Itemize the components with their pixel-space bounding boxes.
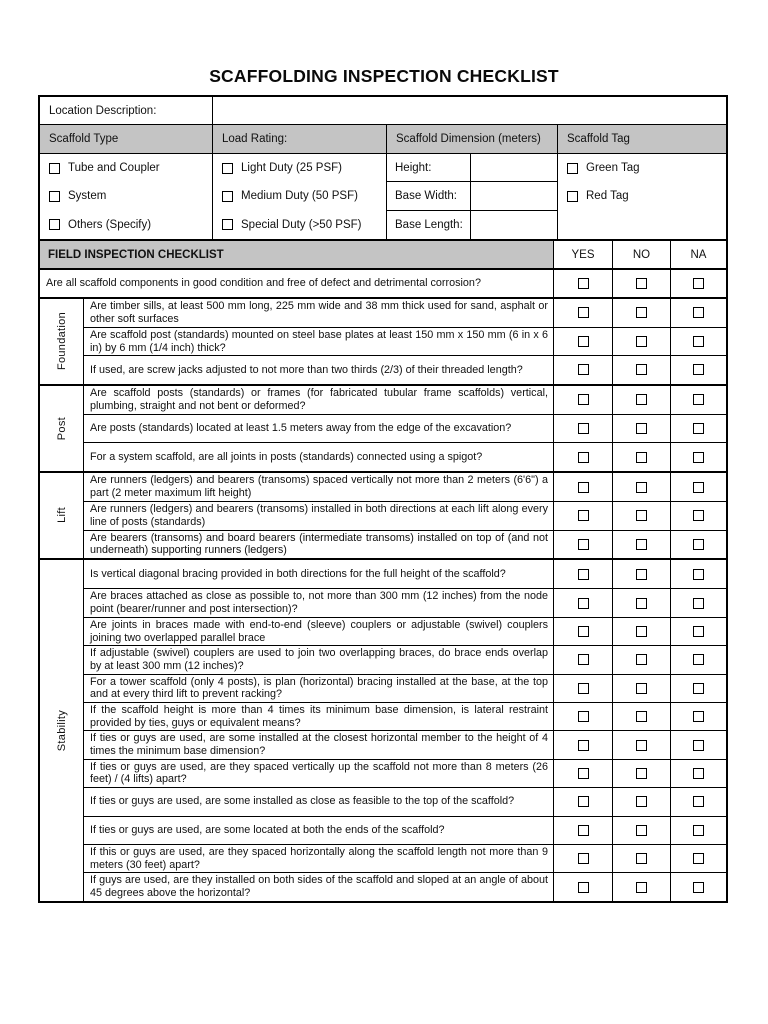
scaffold-type-header: Scaffold Type: [40, 125, 213, 153]
no-cell: [612, 731, 670, 758]
yes-checkbox[interactable]: [578, 539, 589, 550]
yes-cell: [554, 703, 612, 730]
yes-checkbox[interactable]: [578, 654, 589, 665]
question-text: [84, 415, 554, 442]
no-checkbox[interactable]: [636, 510, 647, 521]
info-body-row: [40, 154, 726, 239]
no-checkbox[interactable]: [636, 482, 647, 493]
no-cell: [612, 270, 670, 297]
no-cell: [612, 386, 670, 414]
yes-cell: [554, 618, 612, 645]
question-text-span: If this or guys are used, are they spaced horizontally along the scaffold length not more than 9 meters (30 feet) apart?: [90, 845, 548, 871]
yes-cell: [554, 560, 612, 588]
no-cell: [612, 560, 670, 588]
checklist-row: [84, 730, 726, 758]
question-text: [84, 443, 554, 470]
scaffold-tag-header: Scaffold Tag: [558, 125, 726, 153]
base-length-value-field[interactable]: [471, 211, 557, 239]
option-light-duty-25-psf: [213, 154, 386, 182]
option-label: Special Duty (>50 PSF): [241, 218, 362, 231]
checklist-row: [84, 702, 726, 730]
checklist-row: [84, 816, 726, 844]
na-cell: [670, 270, 726, 297]
question-text: [84, 731, 554, 758]
na-checkbox[interactable]: [693, 796, 704, 807]
no-checkbox[interactable]: [636, 825, 647, 836]
inspection-form: [38, 95, 728, 903]
checklist-row: [84, 617, 726, 645]
question-text-span: If adjustable (swivel) couplers are used to join two overlapping braces, do brace ends overlap by at least 300 mm (12 inches)?: [90, 647, 548, 672]
checklist-row: [84, 501, 726, 529]
na-cell: [670, 299, 726, 327]
na-cell: [670, 873, 726, 900]
na-cell: [670, 443, 726, 470]
question-text-span: If ties or guys are used, are some installed at the closest horizontal member to the height of 4 times the minimum base dimension?: [90, 732, 548, 758]
na-checkbox[interactable]: [693, 307, 704, 318]
question-text-span: Is vertical diagonal bracing provided in both directions for the full height of the scaffold?: [90, 567, 506, 580]
yes-cell: [554, 328, 612, 355]
option-system: [40, 182, 212, 210]
question-text: [84, 328, 554, 355]
question-text: [84, 703, 554, 730]
location-value-field[interactable]: [213, 97, 726, 124]
option-label: Tube and Coupler: [68, 162, 160, 175]
yes-cell: [554, 760, 612, 787]
dimension-label: Height:: [387, 154, 471, 182]
scaffold-dimension-header: Scaffold Dimension (meters): [387, 125, 558, 153]
checklist-row: [84, 560, 726, 588]
height-value-field[interactable]: [471, 154, 557, 182]
na-cell: [670, 415, 726, 442]
yes-checkbox[interactable]: [578, 569, 589, 580]
na-checkbox[interactable]: [693, 740, 704, 751]
medium-duty-50-psf-checkbox[interactable]: [222, 191, 233, 202]
question-text-span: For a tower scaffold (only 4 posts), is plan (horizontal) bracing installed at the base, at the top and at every third lift to prevent racking?: [90, 675, 548, 701]
yes-cell: [554, 646, 612, 673]
yes-checkbox[interactable]: [578, 510, 589, 521]
na-checkbox[interactable]: [693, 539, 704, 550]
question-text: [84, 817, 554, 844]
checklist-row: [84, 327, 726, 355]
checklist-row: [84, 759, 726, 787]
option-medium-duty-50-psf: [213, 182, 386, 210]
page-title: SCAFFOLDING INSPECTION CHECKLIST: [209, 66, 559, 86]
question-text-span: Are all scaffold components in good condition and free of defect and detrimental corrosion?: [46, 276, 481, 289]
na-checkbox[interactable]: [693, 394, 704, 405]
checklist-row: [84, 645, 726, 673]
no-cell: [612, 589, 670, 616]
section-label: Foundation: [55, 312, 68, 371]
na-cell: [670, 502, 726, 529]
yes-cell: [554, 788, 612, 815]
red-tag-checkbox[interactable]: [567, 191, 578, 202]
na-checkbox[interactable]: [693, 598, 704, 609]
no-checkbox[interactable]: [636, 598, 647, 609]
question-text-span: Are runners (ledgers) and bearers (transoms) installed in both directions at each lift along every line of posts (standards): [90, 503, 548, 528]
question-text: [84, 788, 554, 815]
na-cell: [670, 589, 726, 616]
yes-cell: [554, 443, 612, 470]
option-special-duty-50-psf: [213, 211, 386, 239]
yes-cell: [554, 415, 612, 442]
section-label-cell: [40, 386, 84, 471]
no-cell: [612, 817, 670, 844]
checklist-row: [84, 442, 726, 470]
checklist-row: [84, 299, 726, 327]
no-checkbox[interactable]: [636, 278, 647, 289]
question-text-span: If ties or guys are used, are some located at both the ends of the scaffold?: [90, 823, 445, 836]
question-text-span: Are scaffold posts (standards) or frames (for fabricated tubular frame scaffolds) vertical, plumbing, straight and not bent or deformed?: [90, 387, 548, 412]
yes-cell: [554, 473, 612, 501]
checklist-sections: [40, 297, 726, 901]
question-text-span: If ties or guys are used, are some installed as close as feasible to the top of the scaffold?: [90, 795, 515, 808]
question-text: [84, 675, 554, 702]
no-cell: [612, 299, 670, 327]
yes-checkbox[interactable]: [578, 853, 589, 864]
no-cell: [612, 356, 670, 383]
yes-checkbox[interactable]: [578, 598, 589, 609]
yes-checkbox[interactable]: [578, 482, 589, 493]
yes-cell: [554, 731, 612, 758]
no-checkbox[interactable]: [636, 796, 647, 807]
checklist-row: [84, 674, 726, 702]
no-cell: [612, 845, 670, 872]
yes-cell: [554, 299, 612, 327]
na-checkbox[interactable]: [693, 711, 704, 722]
na-checkbox[interactable]: [693, 654, 704, 665]
yes-cell: [554, 873, 612, 900]
dimension-label: Base Length:: [387, 211, 471, 239]
no-cell: [612, 502, 670, 529]
checklist-row: [84, 414, 726, 442]
info-header-row: [40, 124, 726, 154]
no-cell: [612, 328, 670, 355]
na-cell: [670, 731, 726, 758]
section-label: Lift: [55, 507, 68, 524]
na-cell: [670, 560, 726, 588]
na-cell: [670, 473, 726, 501]
na-cell: [670, 328, 726, 355]
location-row: [40, 97, 726, 124]
no-cell: [612, 618, 670, 645]
yes-cell: [554, 386, 612, 414]
yes-checkbox[interactable]: [578, 711, 589, 722]
checklist-row: [84, 355, 726, 383]
section-label-cell: [40, 473, 84, 558]
no-cell: [612, 788, 670, 815]
no-cell: [612, 473, 670, 501]
option-label: Others (Specify): [68, 218, 152, 231]
yes-checkbox[interactable]: [578, 307, 589, 318]
option-label: Red Tag: [586, 190, 629, 203]
no-cell: [612, 703, 670, 730]
question-text-span: Are scaffold post (standards) mounted on steel base plates at least 150 mm x 150 mm (6 in x 6 in) by 6 mm (1/4 inch) thick?: [90, 328, 548, 354]
no-cell: [612, 646, 670, 673]
yes-column-header: YES: [571, 248, 595, 261]
question-text-span: Are joints in braces made with end-to-end (sleeve) couplers or adjustable (swivel) couplers joining two overlapped parallel brace: [90, 618, 548, 644]
na-cell: [670, 760, 726, 787]
question-text: [84, 386, 554, 414]
checklist-row: [84, 473, 726, 501]
question-text: [84, 646, 554, 673]
section-rows: [84, 560, 726, 901]
yes-checkbox[interactable]: [578, 768, 589, 779]
location-label: Location Description:: [40, 97, 213, 124]
option-red-tag: [558, 182, 726, 210]
na-cell: [670, 356, 726, 383]
yes-checkbox[interactable]: [578, 452, 589, 463]
scaffold-tag-options: [558, 154, 726, 239]
no-cell: [612, 675, 670, 702]
checklist-row: [84, 787, 726, 815]
yes-checkbox[interactable]: [578, 825, 589, 836]
yes-checkbox[interactable]: [578, 278, 589, 289]
question-text: [84, 299, 554, 327]
na-checkbox[interactable]: [693, 423, 704, 434]
na-checkbox[interactable]: [693, 510, 704, 521]
na-checkbox[interactable]: [693, 482, 704, 493]
checklist-header-title: FIELD INSPECTION CHECKLIST: [40, 241, 554, 268]
question-text: [84, 531, 554, 558]
na-checkbox[interactable]: [693, 278, 704, 289]
no-cell: [612, 415, 670, 442]
na-cell: [670, 646, 726, 673]
question-text: [84, 589, 554, 616]
section-label-cell: [40, 299, 84, 384]
na-cell: [670, 675, 726, 702]
checklist-row: [40, 268, 726, 297]
special-duty-50-psf-checkbox[interactable]: [222, 219, 233, 230]
yes-checkbox[interactable]: [578, 740, 589, 751]
yes-checkbox[interactable]: [578, 626, 589, 637]
question-text-span: If used, are screw jacks adjusted to not more than two thirds (2/3) of their threaded length?: [90, 363, 523, 376]
base-width-value-field[interactable]: [471, 182, 557, 210]
no-checkbox[interactable]: [636, 626, 647, 637]
na-checkbox[interactable]: [693, 336, 704, 347]
na-cell: [670, 531, 726, 558]
yes-checkbox[interactable]: [578, 683, 589, 694]
na-cell: [670, 845, 726, 872]
na-cell: [670, 788, 726, 815]
na-checkbox[interactable]: [693, 853, 704, 864]
section-foundation: [40, 297, 726, 384]
question-text: [40, 270, 554, 297]
yes-cell: [554, 817, 612, 844]
checklist-header-row: [40, 239, 726, 268]
others-specify-checkbox[interactable]: [49, 219, 60, 230]
dimension-label: Base Width:: [387, 182, 471, 210]
yes-checkbox[interactable]: [578, 882, 589, 893]
option-tube-and-coupler: [40, 154, 212, 182]
no-cell: [612, 531, 670, 558]
question-text-span: If guys are used, are they installed on both sides of the scaffold and sloped at an angle of about 45 degrees above the horizontal?: [90, 874, 548, 900]
question-text: [84, 618, 554, 645]
question-text-span: If ties or guys are used, are they spaced vertically up the scaffold not more than 8 meters (26 feet) / (4 lifts) apart?: [90, 760, 548, 786]
no-cell: [612, 760, 670, 787]
dimension-grid: [387, 154, 557, 239]
yes-cell: [554, 270, 612, 297]
scaffold-dimension-cell: [387, 154, 558, 239]
question-text: [84, 356, 554, 383]
question-text-span: If the scaffold height is more than 4 times its minimum base dimension, is lateral restraint provided by ties, guys or equivalent means?: [90, 703, 548, 729]
na-cell: [670, 703, 726, 730]
yes-cell: [554, 502, 612, 529]
yes-checkbox[interactable]: [578, 336, 589, 347]
na-checkbox[interactable]: [693, 452, 704, 463]
no-checkbox[interactable]: [636, 394, 647, 405]
no-checkbox[interactable]: [636, 423, 647, 434]
checklist-row: [84, 386, 726, 414]
load-rating-options: [213, 154, 387, 239]
checklist-row: [84, 872, 726, 900]
no-checkbox[interactable]: [636, 768, 647, 779]
na-cell: [670, 817, 726, 844]
tube-and-coupler-checkbox[interactable]: [49, 163, 60, 174]
no-checkbox[interactable]: [636, 569, 647, 580]
na-cell: [670, 618, 726, 645]
no-checkbox[interactable]: [636, 364, 647, 375]
section-rows: [84, 386, 726, 471]
yes-cell: [554, 356, 612, 383]
yes-cell: [554, 675, 612, 702]
question-text: [84, 845, 554, 872]
question-text-span: Are braces attached as close as possible to, not more than 300 mm (12 inches) from the node point (bearer/runner and post intersection)?: [90, 590, 548, 616]
section-label-cell: [40, 560, 84, 901]
question-text: [84, 502, 554, 529]
na-column-header: NA: [670, 241, 726, 268]
option-label: System: [68, 190, 107, 203]
yes-cell: [554, 589, 612, 616]
checklist-row: [84, 588, 726, 616]
question-text: [84, 560, 554, 588]
yes-cell: [554, 845, 612, 872]
option-label: Light Duty (25 PSF): [241, 162, 342, 175]
na-checkbox[interactable]: [693, 768, 704, 779]
no-cell: [612, 443, 670, 470]
na-checkbox[interactable]: [693, 683, 704, 694]
no-checkbox[interactable]: [636, 853, 647, 864]
question-text: [84, 473, 554, 501]
na-checkbox[interactable]: [693, 364, 704, 375]
checklist-row: [84, 530, 726, 558]
question-text-span: Are bearers (transoms) and board bearers (intermediate transoms) installed on top of (and not underneath) supporting runners (ledgers): [90, 531, 548, 557]
yes-cell: [554, 531, 612, 558]
question-text-span: For a system scaffold, are all joints in posts (standards) connected using a spigot?: [90, 450, 483, 463]
option-others-specify: [40, 211, 212, 239]
no-checkbox[interactable]: [636, 539, 647, 550]
yes-checkbox[interactable]: [578, 796, 589, 807]
yes-checkbox[interactable]: [578, 364, 589, 375]
no-checkbox[interactable]: [636, 336, 647, 347]
scaffold-type-options: [40, 154, 213, 239]
section-label: Stability: [55, 709, 68, 751]
load-rating-header: Load Rating:: [213, 125, 387, 153]
na-checkbox[interactable]: [693, 569, 704, 580]
option-label: Green Tag: [586, 162, 640, 175]
system-checkbox[interactable]: [49, 191, 60, 202]
no-checkbox[interactable]: [636, 711, 647, 722]
checklist-row: [84, 844, 726, 872]
light-duty-25-psf-checkbox[interactable]: [222, 163, 233, 174]
question-text: [84, 873, 554, 900]
section-rows: [84, 299, 726, 384]
option-green-tag: [558, 154, 726, 182]
section-label: Post: [55, 416, 68, 440]
no-checkbox[interactable]: [636, 452, 647, 463]
na-checkbox[interactable]: [693, 825, 704, 836]
question-text-span: Are timber sills, at least 500 mm long, 225 mm wide and 38 mm thick used for sand, asphalt or other soft surfaces: [90, 299, 548, 325]
option-label: Medium Duty (50 PSF): [241, 190, 358, 203]
no-checkbox[interactable]: [636, 654, 647, 665]
yes-checkbox[interactable]: [578, 423, 589, 434]
section-post: [40, 384, 726, 471]
na-cell: [670, 386, 726, 414]
section-lift: [40, 471, 726, 558]
yes-checkbox[interactable]: [578, 394, 589, 405]
section-stability: [40, 558, 726, 901]
no-checkbox[interactable]: [636, 882, 647, 893]
no-cell: [612, 873, 670, 900]
green-tag-checkbox[interactable]: [567, 163, 578, 174]
no-checkbox[interactable]: [636, 683, 647, 694]
question-text-span: Are runners (ledgers) and bearers (transoms) spaced vertically not more than 2 meters (6'6") a part (2 meter maximum lift height): [90, 474, 548, 500]
na-checkbox[interactable]: [693, 882, 704, 893]
no-checkbox[interactable]: [636, 740, 647, 751]
section-rows: [84, 473, 726, 558]
no-column-header: NO: [612, 241, 670, 268]
no-checkbox[interactable]: [636, 307, 647, 318]
na-checkbox[interactable]: [693, 626, 704, 637]
question-text: [84, 760, 554, 787]
question-text-span: Are posts (standards) located at least 1.5 meters away from the edge of the excavation?: [90, 422, 512, 435]
